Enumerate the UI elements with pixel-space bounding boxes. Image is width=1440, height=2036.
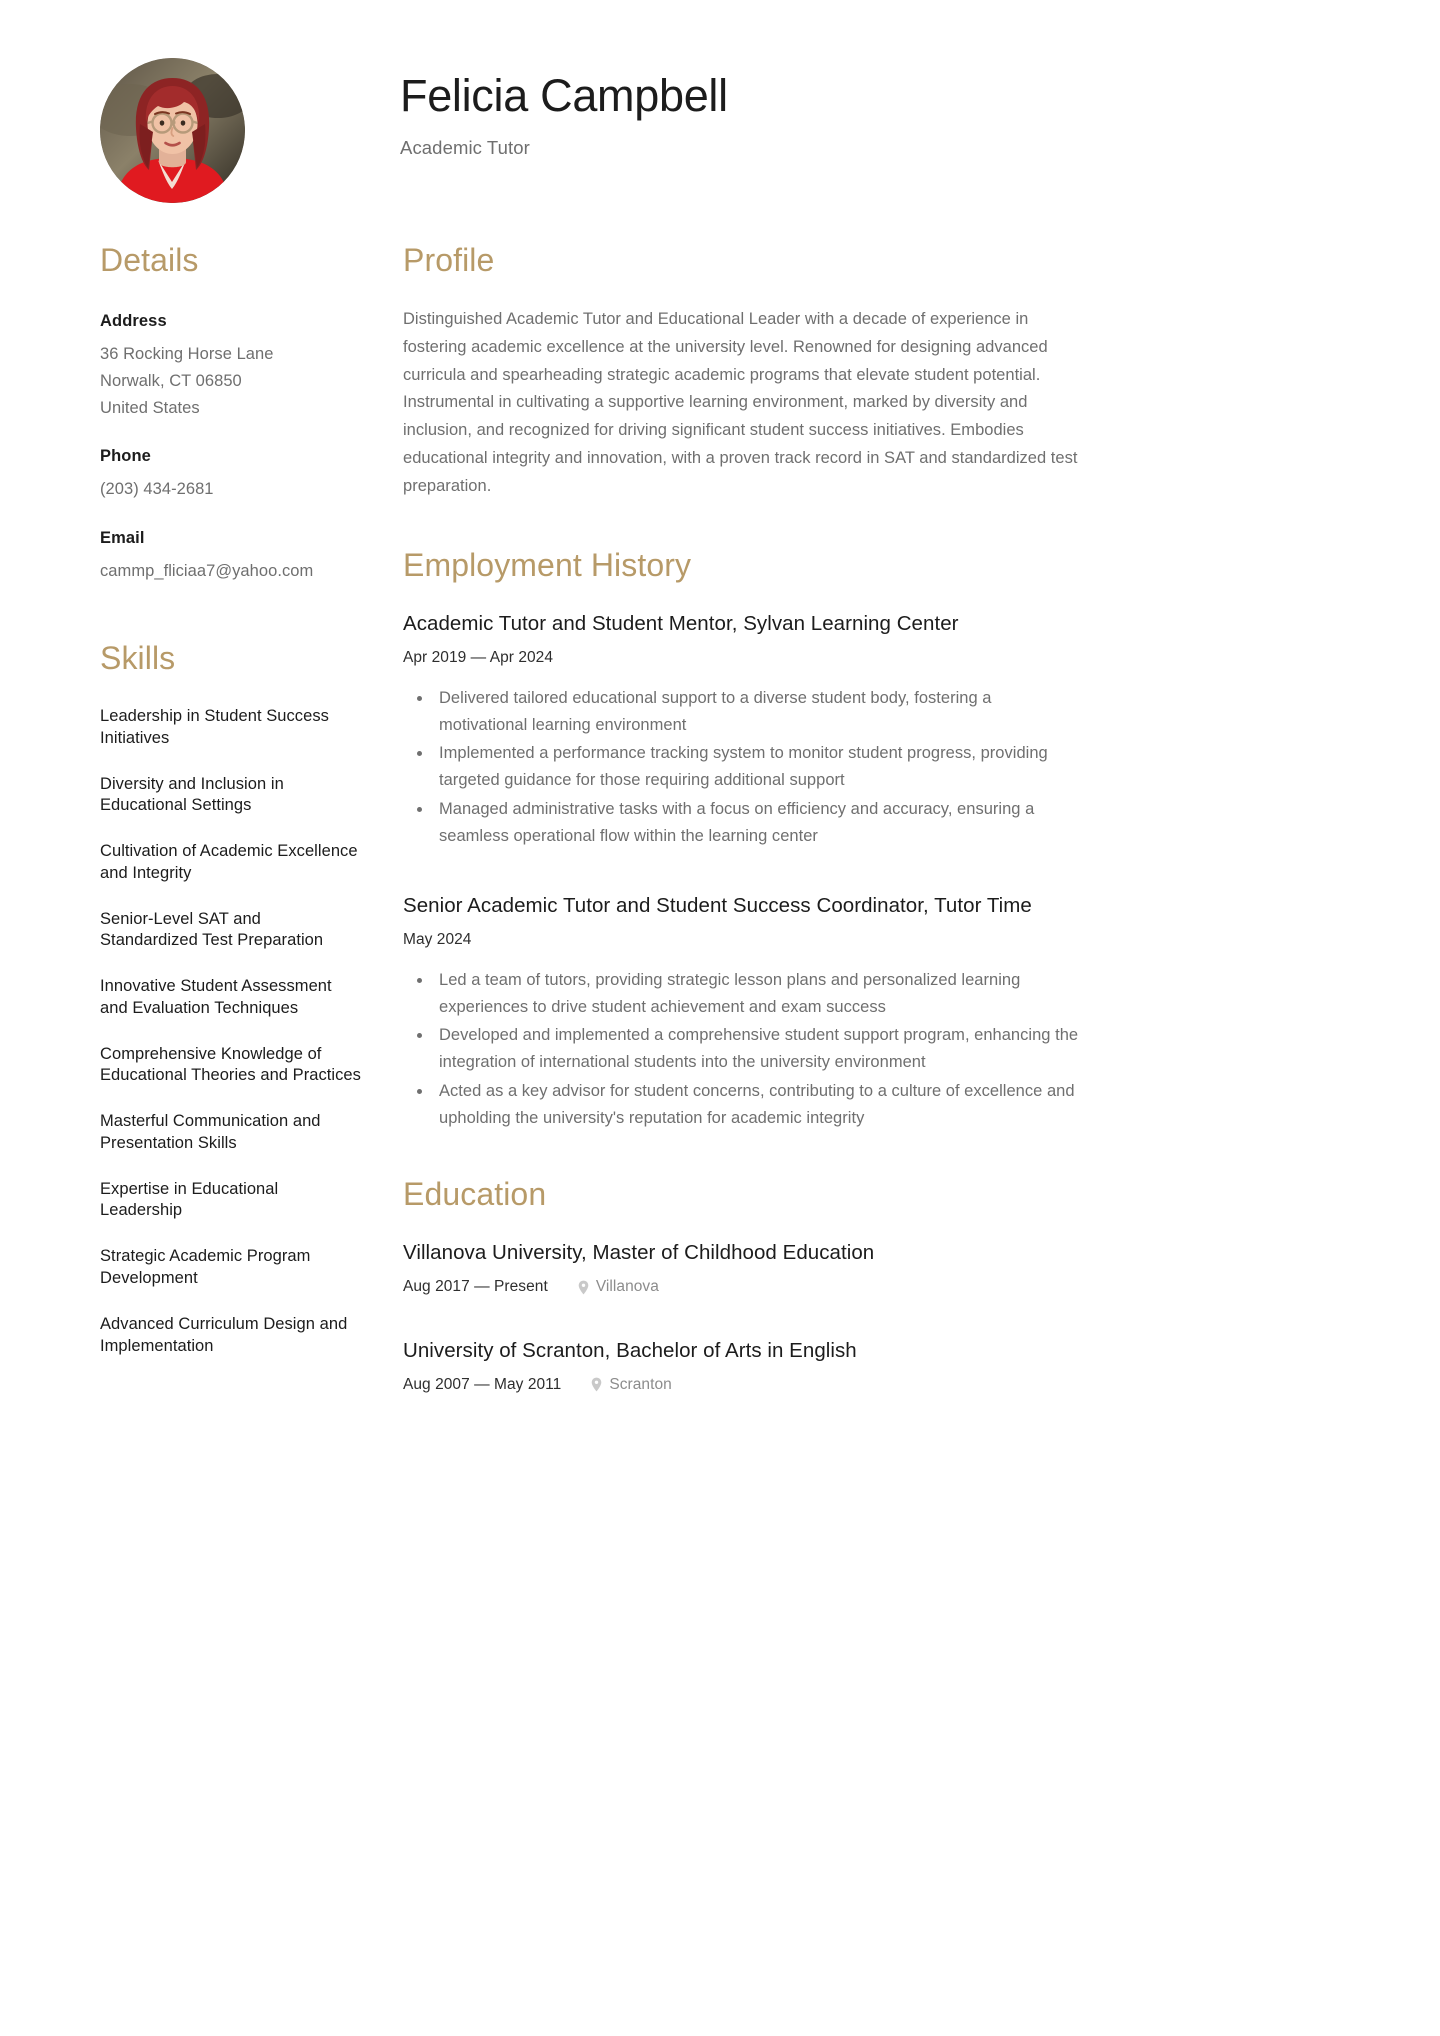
profile-text: Distinguished Academic Tutor and Educational Leader with a decade of experience in fostering academic excellence at the university level. Renowned for designing advanced curricula and spearheading strategic academic programs that elevate student potential. Instrumental in cultivating a supportive learning environment, marked by diversity and inclusion, and recognized for driving significant student success initiatives. Embodies educational integrity and innovation, with a proven track record in SAT and standardized test preparation.: [403, 310, 1078, 495]
skill-item: Masterful Communication and Presentation Skills: [100, 1112, 321, 1152]
detail-group-email: [100, 529, 362, 585]
education-entry: [403, 1338, 1080, 1394]
entry-location-label: Scranton: [609, 1375, 672, 1393]
entry-meta: [403, 1278, 1080, 1296]
details-section: [100, 243, 362, 585]
education-section: [403, 1177, 1080, 1393]
skill-item: Innovative Student Assessment and Evaluation Techniques: [100, 977, 332, 1017]
profile-heading: Profile: [403, 242, 495, 278]
bullet-item: Implemented a performance tracking system to monitor student progress, providing targeted guidance for those requiring additional support: [403, 740, 1080, 793]
job-title: Academic Tutor: [400, 136, 530, 158]
employment-entry: [403, 611, 1080, 849]
profile-section: [403, 243, 1080, 500]
detail-value: United States: [100, 398, 200, 417]
education-entry: [403, 1240, 1080, 1296]
entry-title: Villanova University, Master of Childhood Education: [403, 1241, 875, 1265]
detail-value: Norwalk, CT 06850: [100, 371, 242, 390]
entry-meta: [403, 931, 1080, 949]
employment-entry: [403, 893, 1080, 1131]
map-pin-icon: [591, 1377, 602, 1392]
avatar-container: [100, 50, 400, 203]
bullet-item: Acted as a key advisor for student concerns, contributing to a culture of excellence and upholding the university's reputation for academic integrity: [403, 1078, 1080, 1131]
sidebar: [100, 243, 400, 1381]
detail-value: cammp_fliciaa7@yahoo.com: [100, 562, 314, 581]
entry-title: University of Scranton, Bachelor of Arts in English: [403, 1339, 857, 1363]
entry-date: Apr 2019 — Apr 2024: [403, 649, 554, 667]
skills-heading: Skills: [100, 639, 176, 676]
skill-item: Strategic Academic Program Development: [100, 1247, 311, 1287]
bullet-item: Developed and implemented a comprehensive student support program, enhancing the integration of international students into the university environment: [403, 1022, 1080, 1075]
entry-bullets: [403, 967, 1080, 1131]
main-content: [400, 243, 1080, 1436]
skill-item: Diversity and Inclusion in Educational Settings: [100, 774, 284, 815]
bullet-item: Managed administrative tasks with a focus on efficiency and accuracy, ensuring a seamless operational flow within the learning center: [403, 796, 1080, 849]
detail-group-phone: [100, 447, 362, 503]
bullet-item: Led a team of tutors, providing strategic lesson plans and personalized learning experiences to drive student achievement and exam success: [403, 967, 1080, 1020]
skill-item: Leadership in Student Success Initiatives: [100, 706, 329, 747]
entry-title: Academic Tutor and Student Mentor, Sylvan Learning Center: [403, 612, 959, 636]
entry-bullets: [403, 685, 1080, 849]
detail-label: Address: [100, 312, 167, 331]
skills-section: [100, 641, 362, 1358]
full-name: Felicia Campbell: [400, 70, 728, 121]
detail-label: Email: [100, 529, 145, 548]
detail-value: 36 Rocking Horse Lane: [100, 345, 274, 364]
entry-meta: [403, 649, 1080, 667]
employment-section: [403, 548, 1080, 1131]
skill-item: Senior-Level SAT and Standardized Test Preparation: [100, 909, 324, 950]
skill-item: Advanced Curriculum Design and Implementation: [100, 1314, 348, 1355]
identity-block: [400, 50, 1385, 159]
education-heading: Education: [403, 1176, 547, 1213]
resume-body: [100, 243, 1385, 1436]
detail-value: (203) 434-2681: [100, 480, 214, 499]
details-heading: Details: [100, 242, 199, 278]
entry-location: [578, 1278, 659, 1296]
detail-label: Phone: [100, 447, 151, 466]
entry-date: Aug 2017 — Present: [403, 1278, 548, 1296]
entry-meta: [403, 1376, 1080, 1394]
entry-location-label: Villanova: [595, 1278, 659, 1296]
employment-heading: Employment History: [403, 547, 692, 584]
entry-date: Aug 2007 — May 2011: [403, 1375, 562, 1393]
entry-location: [591, 1376, 671, 1394]
bullet-item: Delivered tailored educational support to a diverse student body, fostering a motivational learning environment: [403, 685, 1080, 738]
entry-date: May 2024: [403, 930, 472, 948]
entry-title: Senior Academic Tutor and Student Success Coordinator, Tutor Time: [403, 894, 1032, 918]
skill-item: Expertise in Educational Leadership: [100, 1179, 279, 1220]
resume-header: [100, 50, 1385, 243]
skill-item: Cultivation of Academic Excellence and Integrity: [100, 842, 358, 882]
map-pin-icon: [578, 1280, 589, 1295]
detail-group-address: [100, 312, 362, 421]
avatar: [100, 58, 245, 203]
skill-item: Comprehensive Knowledge of Educational Theories and Practices: [100, 1044, 361, 1085]
